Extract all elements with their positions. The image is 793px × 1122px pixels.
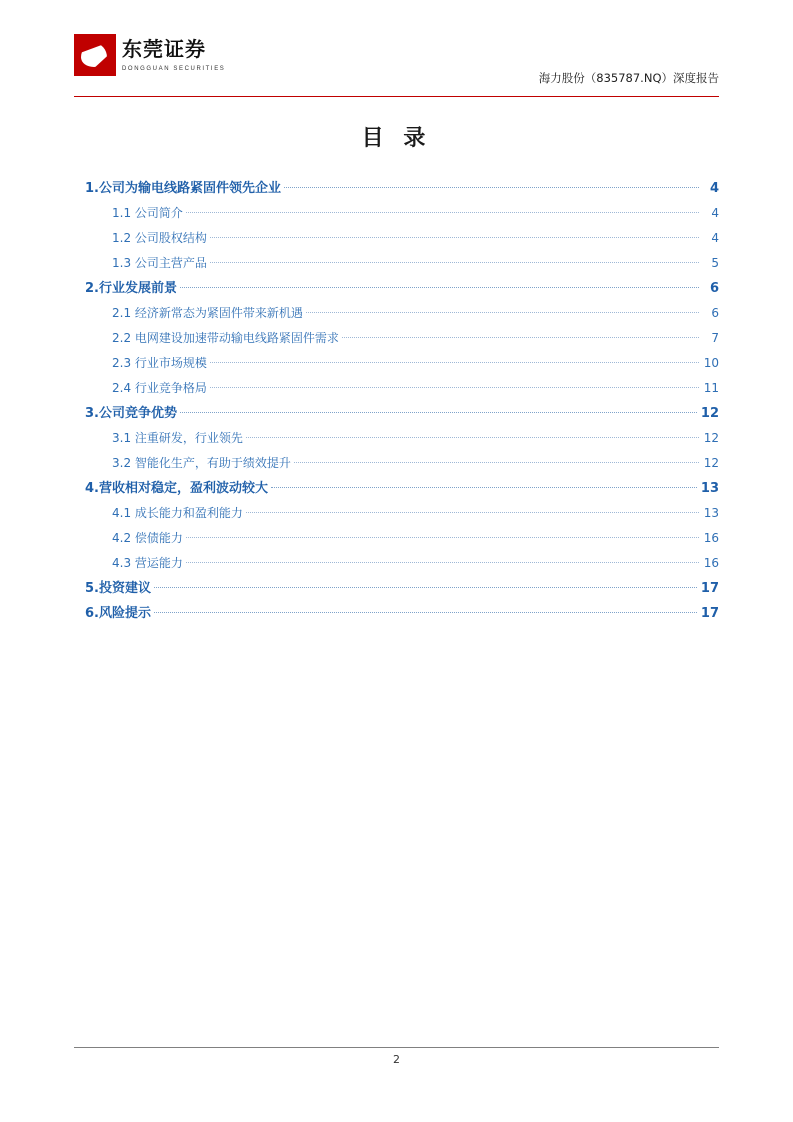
toc-entry[interactable]: [85, 426, 719, 451]
footer-divider: [74, 1047, 719, 1048]
toc-leader-dots: [246, 512, 699, 513]
toc-leader-dots: [284, 187, 699, 188]
toc-entry-page: 12: [703, 431, 719, 445]
toc-leader-dots: [210, 262, 699, 263]
toc-leader-dots: [294, 462, 699, 463]
toc-entry-label: 2.4 行业竞争格局: [112, 381, 207, 395]
toc-leader-dots: [210, 387, 699, 388]
toc-entry[interactable]: [85, 326, 719, 351]
toc-leader-dots: [246, 437, 699, 438]
toc-entry-page: 7: [711, 331, 719, 345]
toc-entry[interactable]: [85, 276, 719, 301]
toc-entry-page: 11: [703, 381, 719, 395]
logo-name-en: DONGGUAN SECURITIES: [122, 66, 226, 72]
toc-leader-dots: [154, 612, 697, 613]
toc-leader-dots: [180, 412, 697, 413]
toc-entry[interactable]: [85, 401, 719, 426]
toc-entry[interactable]: [85, 226, 719, 251]
toc-leader-dots: [210, 362, 699, 363]
report-reference: 海力股份（835787.NQ）深度报告: [538, 71, 719, 85]
toc-entry[interactable]: [85, 526, 719, 551]
toc-entry[interactable]: [85, 601, 719, 626]
toc-entry[interactable]: [85, 376, 719, 401]
page-title: 目 录: [361, 126, 432, 151]
logo-mark-icon: [74, 34, 116, 76]
toc-entry-label: 1.3 公司主营产品: [112, 256, 207, 270]
toc-entry[interactable]: [85, 176, 719, 201]
toc-leader-dots: [186, 212, 699, 213]
table-of-contents: [85, 176, 719, 626]
toc-entry-page: 17: [700, 581, 719, 596]
toc-entry-page: 4: [711, 231, 719, 245]
toc-entry-label: 5.投资建议: [85, 581, 151, 596]
toc-entry[interactable]: [85, 476, 719, 501]
toc-entry-page: 6: [711, 306, 719, 320]
company-logo: [74, 34, 225, 76]
toc-entry[interactable]: [85, 551, 719, 576]
toc-entry-page: 13: [700, 481, 719, 496]
page-number: 2: [393, 1053, 400, 1066]
toc-entry-page: 10: [703, 356, 719, 370]
toc-entry-page: 12: [700, 406, 719, 421]
toc-entry-label: 2.行业发展前景: [85, 281, 177, 296]
page-header: [74, 34, 719, 92]
toc-leader-dots: [306, 312, 699, 313]
toc-entry-label: 2.2 电网建设加速带动输电线路紧固件需求: [112, 331, 339, 345]
toc-entry-page: 12: [703, 456, 719, 470]
toc-entry-page: 6: [709, 281, 719, 296]
toc-leader-dots: [154, 587, 697, 588]
toc-leader-dots: [210, 237, 699, 238]
toc-entry-page: 16: [703, 531, 719, 545]
toc-entry[interactable]: [85, 576, 719, 601]
toc-entry-label: 4.营收相对稳定，盈利波动较大: [85, 481, 268, 496]
toc-entry-label: 3.2 智能化生产，有助于绩效提升: [112, 456, 291, 470]
toc-entry-label: 4.1 成长能力和盈利能力: [112, 506, 243, 520]
toc-entry-page: 4: [711, 206, 719, 220]
toc-entry[interactable]: [85, 501, 719, 526]
header-divider: [74, 96, 719, 97]
toc-entry-label: 4.3 营运能力: [112, 556, 183, 570]
logo-name-cn: 东莞证券: [122, 37, 206, 61]
toc-entry-label: 2.3 行业市场规模: [112, 356, 207, 370]
toc-leader-dots: [186, 562, 699, 563]
toc-entry-page: 4: [709, 181, 719, 196]
toc-entry-page: 5: [711, 256, 719, 270]
logo-text: [122, 34, 225, 74]
toc-entry[interactable]: [85, 201, 719, 226]
toc-entry-label: 4.2 偿债能力: [112, 531, 183, 545]
toc-entry-label: 6.风险提示: [85, 606, 151, 621]
toc-entry-page: 13: [703, 506, 719, 520]
toc-entry-label: 2.1 经济新常态为紧固件带来新机遇: [112, 306, 303, 320]
toc-entry[interactable]: [85, 301, 719, 326]
toc-entry-label: 3.公司竞争优势: [85, 406, 177, 421]
toc-leader-dots: [342, 337, 699, 338]
toc-entry-page: 16: [703, 556, 719, 570]
toc-entry-label: 1.2 公司股权结构: [112, 231, 207, 245]
toc-entry[interactable]: [85, 251, 719, 276]
toc-entry-page: 17: [700, 606, 719, 621]
toc-entry-label: 1.公司为输电线路紧固件领先企业: [85, 181, 281, 196]
toc-leader-dots: [186, 537, 699, 538]
toc-leader-dots: [180, 287, 699, 288]
toc-entry-label: 1.1 公司简介: [112, 206, 183, 220]
toc-entry[interactable]: [85, 351, 719, 376]
toc-entry-label: 3.1 注重研发，行业领先: [112, 431, 243, 445]
toc-entry[interactable]: [85, 451, 719, 476]
toc-leader-dots: [271, 487, 697, 488]
